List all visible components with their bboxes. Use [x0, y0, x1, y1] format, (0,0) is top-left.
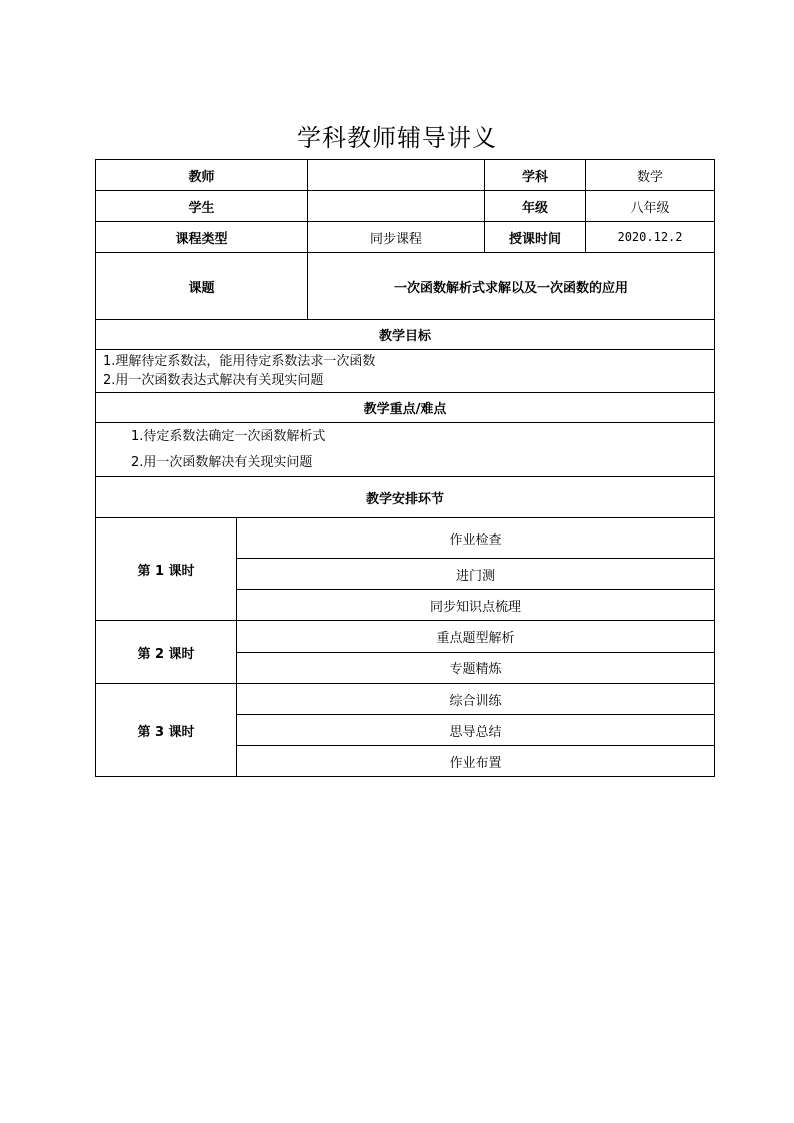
lesson-step: 思导总结 — [237, 715, 714, 746]
teacher-value — [308, 160, 485, 191]
lesson-steps — [237, 621, 715, 684]
lesson-step: 同步知识点梳理 — [237, 590, 714, 621]
document-title: 学科教师辅导讲义 — [297, 124, 497, 152]
focus-item: 2.用一次函数解决有关现实问题 — [131, 454, 313, 470]
schedule-heading: 教学安排环节 — [96, 477, 715, 518]
course-type-label: 课程类型 — [96, 222, 308, 253]
lesson-step: 重点题型解析 — [436, 631, 515, 646]
student-value — [308, 191, 485, 222]
row-focus-heading — [96, 393, 715, 423]
lesson-step: 专题精炼 — [237, 652, 714, 683]
lesson-label: 第 1 课时 — [96, 518, 237, 621]
goal-item: 2.用一次函数表达式解决有关现实问题 — [103, 372, 324, 388]
lesson-plan-table — [95, 159, 715, 777]
lesson-label: 第 2 课时 — [96, 621, 237, 684]
time-value: 2020.12.2 — [586, 222, 715, 253]
topic-value: 一次函数解析式求解以及一次函数的应用 — [308, 253, 715, 320]
lesson-step: 作业布置 — [237, 746, 714, 777]
lesson-step: 进门测 — [237, 559, 714, 590]
focus-list — [96, 423, 715, 477]
row-lesson-3 — [96, 684, 715, 777]
row-focus-content — [96, 423, 715, 477]
topic-label: 课题 — [96, 253, 308, 320]
goal-item: 1.理解待定系数法，能用待定系数法求一次函数 — [103, 353, 376, 369]
lesson-step: 作业检查 — [449, 532, 502, 548]
row-lesson-1 — [96, 518, 715, 621]
student-label: 学生 — [96, 191, 308, 222]
goals-list — [96, 350, 715, 393]
row-goals-content — [96, 350, 715, 393]
grade-label: 年级 — [485, 191, 586, 222]
subject-label: 学科 — [485, 160, 586, 191]
grade-value: 八年级 — [586, 191, 715, 222]
goals-heading: 教学目标 — [96, 320, 715, 350]
lesson-label: 第 3 课时 — [96, 684, 237, 777]
focus-heading: 教学重点/难点 — [96, 393, 715, 423]
time-label: 授课时间 — [485, 222, 586, 253]
lesson-steps — [237, 518, 715, 621]
lesson-step: 综合训练 — [449, 693, 502, 709]
focus-item: 1.待定系数法确定一次函数解析式 — [131, 428, 326, 444]
row-topic — [96, 253, 715, 320]
lesson-steps — [237, 684, 715, 777]
row-goals-heading — [96, 320, 715, 350]
row-lesson-2 — [96, 621, 715, 684]
row-teacher-subject — [96, 160, 715, 191]
row-schedule-heading — [96, 477, 715, 518]
subject-value: 数学 — [586, 160, 715, 191]
course-type-value: 同步课程 — [308, 222, 485, 253]
teacher-label: 教师 — [96, 160, 308, 191]
row-student-grade — [96, 191, 715, 222]
row-course-time — [96, 222, 715, 253]
